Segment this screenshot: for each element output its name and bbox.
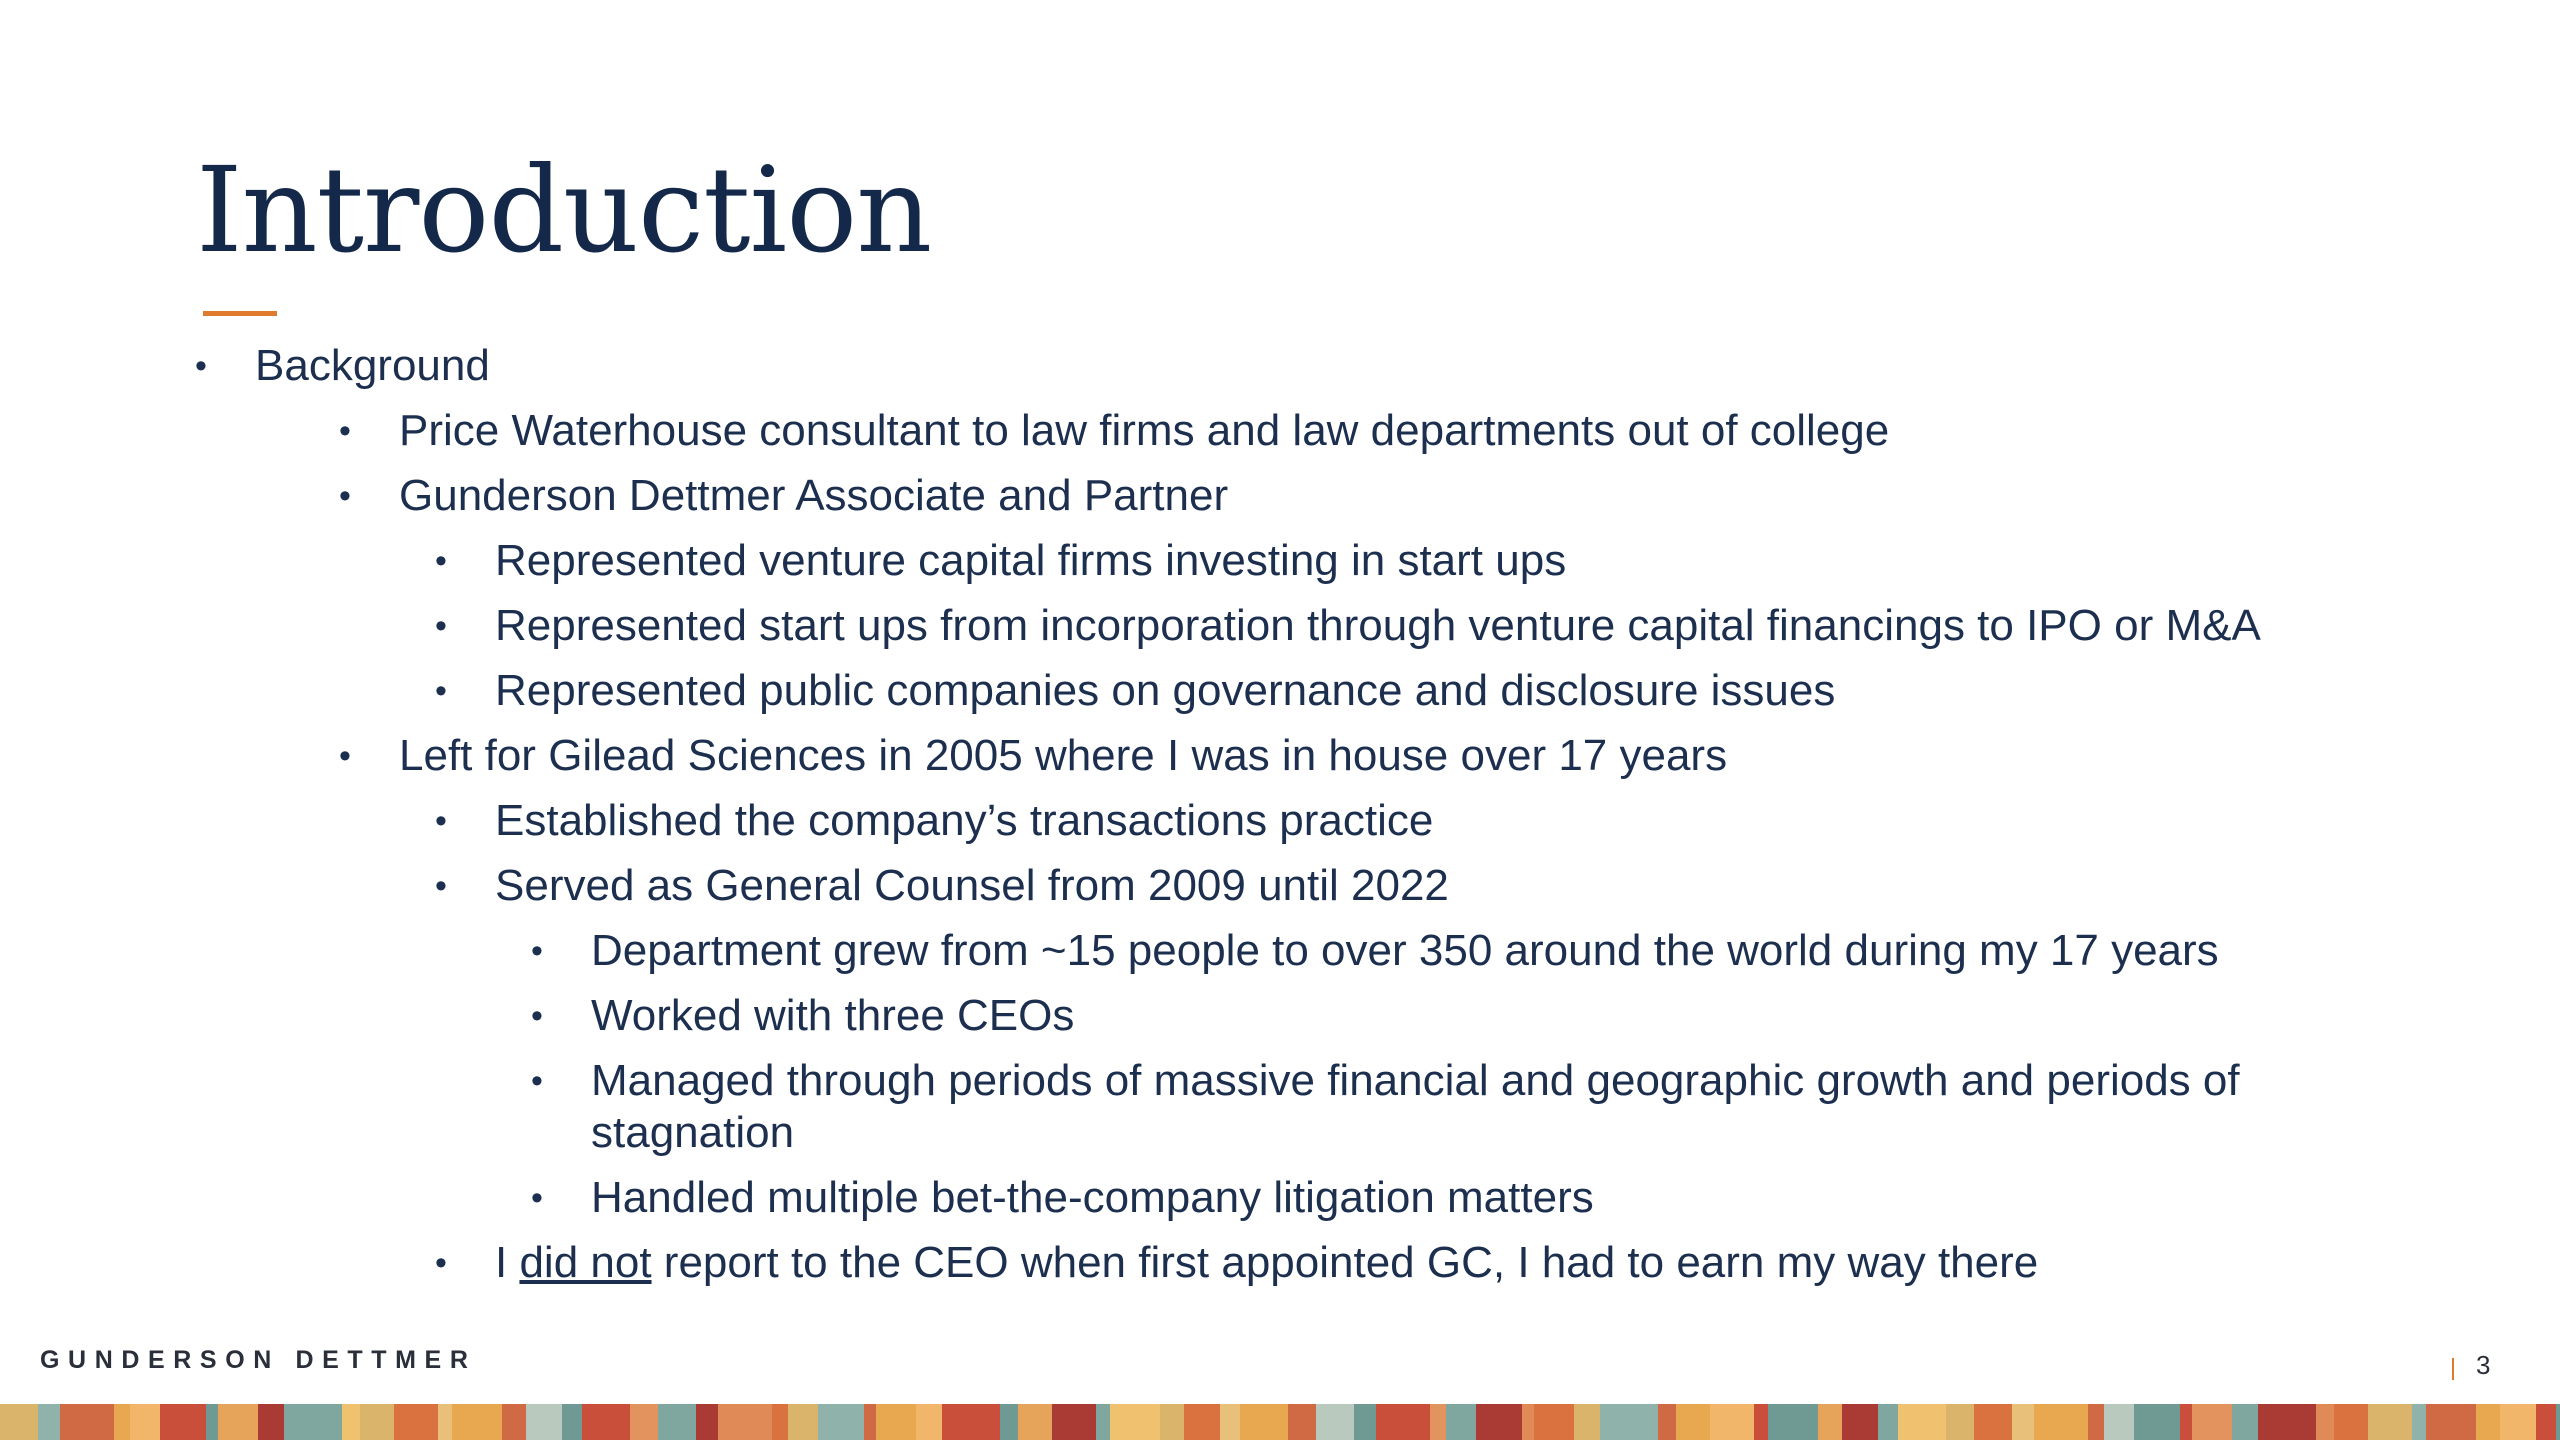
stripe-segment <box>1376 1404 1430 1440</box>
bullet-text: Background <box>255 341 490 390</box>
bullet-dot: • <box>435 867 447 905</box>
stripe-segment <box>1974 1404 2012 1440</box>
stripe-segment <box>1574 1404 1600 1440</box>
bullet-gilead-sciences <box>0 730 2351 782</box>
stripe-segment <box>2192 1404 2232 1440</box>
bullet-text: Left for Gilead Sciences in 2005 where I was in house over 17 years <box>399 731 1728 780</box>
bullet-text: Handled multiple bet-the-company litigation matters <box>591 1173 1594 1222</box>
bullet-three-ceos <box>0 990 2351 1042</box>
bullet-text <box>495 1238 2038 1287</box>
bullet-dot: • <box>531 997 543 1035</box>
stripe-segment <box>342 1404 360 1440</box>
page-number: 3 <box>2476 1350 2491 1380</box>
stripe-segment <box>1676 1404 1710 1440</box>
bullet-text: Represented start ups from incorporation through venture capital financings to IPO or M&A <box>495 601 2261 650</box>
bullet-venture-capital-firms <box>0 535 2351 587</box>
bullet-list <box>0 340 2351 1302</box>
page-number-divider <box>2452 1358 2454 1380</box>
stripe-segment <box>130 1404 160 1440</box>
decorative-stripe-bar <box>0 1404 2560 1440</box>
stripe-segment <box>1160 1404 1184 1440</box>
bullet-general-counsel <box>0 860 2351 912</box>
bullet-text: Represented venture capital firms investing in start ups <box>495 536 1567 585</box>
bullet-dot: • <box>435 802 447 840</box>
stripe-segment <box>630 1404 658 1440</box>
bullet-gunderson-dettmer <box>0 470 2351 522</box>
stripe-segment <box>284 1404 342 1440</box>
stripe-segment <box>38 1404 60 1440</box>
stripe-segment <box>2476 1404 2500 1440</box>
stripe-segment <box>0 1404 38 1440</box>
bullet-dot: • <box>531 932 543 970</box>
bullet-text: Price Waterhouse consultant to law firms and law departments out of college <box>399 406 1890 455</box>
stripe-segment <box>1288 1404 1316 1440</box>
bullet-dot: • <box>339 477 351 515</box>
stripe-segment <box>2034 1404 2088 1440</box>
stripe-segment <box>60 1404 114 1440</box>
stripe-segment <box>1522 1404 1534 1440</box>
stripe-segment <box>2556 1404 2560 1440</box>
stripe-segment <box>1818 1404 1842 1440</box>
bullet-dot: • <box>531 1179 543 1217</box>
bullet-department-grew <box>0 925 2351 977</box>
stripe-segment <box>452 1404 502 1440</box>
bullet-text: Managed through periods of massive financial and geographic growth and periods of stagnation <box>591 1056 2240 1157</box>
bullet-dot: • <box>195 347 207 385</box>
stripe-segment <box>2368 1404 2412 1440</box>
stripe-segment <box>114 1404 130 1440</box>
stripe-segment <box>1946 1404 1974 1440</box>
stripe-segment <box>916 1404 942 1440</box>
bullet-prefix: I <box>495 1238 520 1287</box>
bullet-managed-growth <box>0 1055 2351 1159</box>
stripe-segment <box>2258 1404 2316 1440</box>
bullet-text: Worked with three CEOs <box>591 991 1075 1040</box>
stripe-segment <box>1096 1404 1110 1440</box>
bullet-report-to-ceo <box>0 1237 2351 1289</box>
stripe-segment <box>2334 1404 2368 1440</box>
bullet-litigation-matters <box>0 1172 2351 1224</box>
stripe-segment <box>1316 1404 1354 1440</box>
stripe-segment <box>562 1404 582 1440</box>
stripe-segment <box>258 1404 284 1440</box>
bullet-dot: • <box>531 1062 543 1100</box>
stripe-segment <box>1240 1404 1288 1440</box>
stripe-segment <box>876 1404 916 1440</box>
bullet-emphasis: did not <box>519 1238 652 1287</box>
stripe-segment <box>1446 1404 1476 1440</box>
bullet-start-ups <box>0 600 2351 652</box>
stripe-segment <box>1534 1404 1574 1440</box>
stripe-segment <box>160 1404 206 1440</box>
stripe-segment <box>2134 1404 2180 1440</box>
bullet-suffix: report to the CEO when first appointed GC, I had to earn my way there <box>651 1238 2039 1287</box>
stripe-segment <box>1710 1404 1754 1440</box>
stripe-segment <box>1878 1404 1898 1440</box>
bullet-price-waterhouse <box>0 405 2351 457</box>
stripe-segment <box>942 1404 1000 1440</box>
stripe-segment <box>526 1404 562 1440</box>
stripe-segment <box>2426 1404 2476 1440</box>
bullet-dot: • <box>435 672 447 710</box>
bullet-dot: • <box>435 607 447 645</box>
stripe-segment <box>502 1404 526 1440</box>
stripe-segment <box>1000 1404 1018 1440</box>
stripe-segment <box>2500 1404 2536 1440</box>
stripe-segment <box>1052 1404 1096 1440</box>
stripe-segment <box>394 1404 438 1440</box>
stripe-segment <box>2088 1404 2104 1440</box>
stripe-segment <box>864 1404 876 1440</box>
bullet-public-companies <box>0 665 2351 717</box>
stripe-segment <box>206 1404 218 1440</box>
stripe-segment <box>218 1404 258 1440</box>
stripe-segment <box>2232 1404 2258 1440</box>
stripe-segment <box>2012 1404 2034 1440</box>
bullet-dot: • <box>339 412 351 450</box>
bullet-background <box>0 340 2351 392</box>
stripe-segment <box>438 1404 452 1440</box>
bullet-text: Department grew from ~15 people to over 350 around the world during my 17 years <box>591 926 2219 975</box>
stripe-segment <box>2536 1404 2556 1440</box>
bullet-text: Gunderson Dettmer Associate and Partner <box>399 471 1229 520</box>
title-accent-rule <box>203 311 277 316</box>
stripe-segment <box>2412 1404 2426 1440</box>
bullet-text: Established the company’s transactions practice <box>495 796 1434 845</box>
slide-title: Introduction <box>196 141 932 279</box>
stripe-segment <box>718 1404 772 1440</box>
stripe-segment <box>1184 1404 1220 1440</box>
stripe-segment <box>2180 1404 2192 1440</box>
stripe-segment <box>1754 1404 1768 1440</box>
stripe-segment <box>1354 1404 1376 1440</box>
stripe-segment <box>1220 1404 1240 1440</box>
stripe-segment <box>1768 1404 1818 1440</box>
bullet-dot: • <box>435 542 447 580</box>
stripe-segment <box>582 1404 630 1440</box>
stripe-segment <box>658 1404 696 1440</box>
stripe-segment <box>1658 1404 1676 1440</box>
stripe-segment <box>696 1404 718 1440</box>
bullet-dot: • <box>435 1244 447 1282</box>
stripe-segment <box>1476 1404 1522 1440</box>
bullet-text: Served as General Counsel from 2009 until 2022 <box>495 861 1449 910</box>
stripe-segment <box>2316 1404 2334 1440</box>
stripe-segment <box>1430 1404 1446 1440</box>
stripe-segment <box>772 1404 788 1440</box>
stripe-segment <box>1110 1404 1160 1440</box>
stripe-segment <box>1600 1404 1658 1440</box>
stripe-segment <box>788 1404 818 1440</box>
stripe-segment <box>360 1404 394 1440</box>
bullet-dot: • <box>339 737 351 775</box>
bullet-text: Represented public companies on governance and disclosure issues <box>495 666 1836 715</box>
stripe-segment <box>1018 1404 1052 1440</box>
stripe-segment <box>1898 1404 1946 1440</box>
stripe-segment <box>818 1404 864 1440</box>
stripe-segment <box>1842 1404 1878 1440</box>
stripe-segment <box>2104 1404 2134 1440</box>
gunderson-dettmer-logo: GUNDERSON DETTMER <box>40 1346 477 1374</box>
bullet-transactions-practice <box>0 795 2351 847</box>
